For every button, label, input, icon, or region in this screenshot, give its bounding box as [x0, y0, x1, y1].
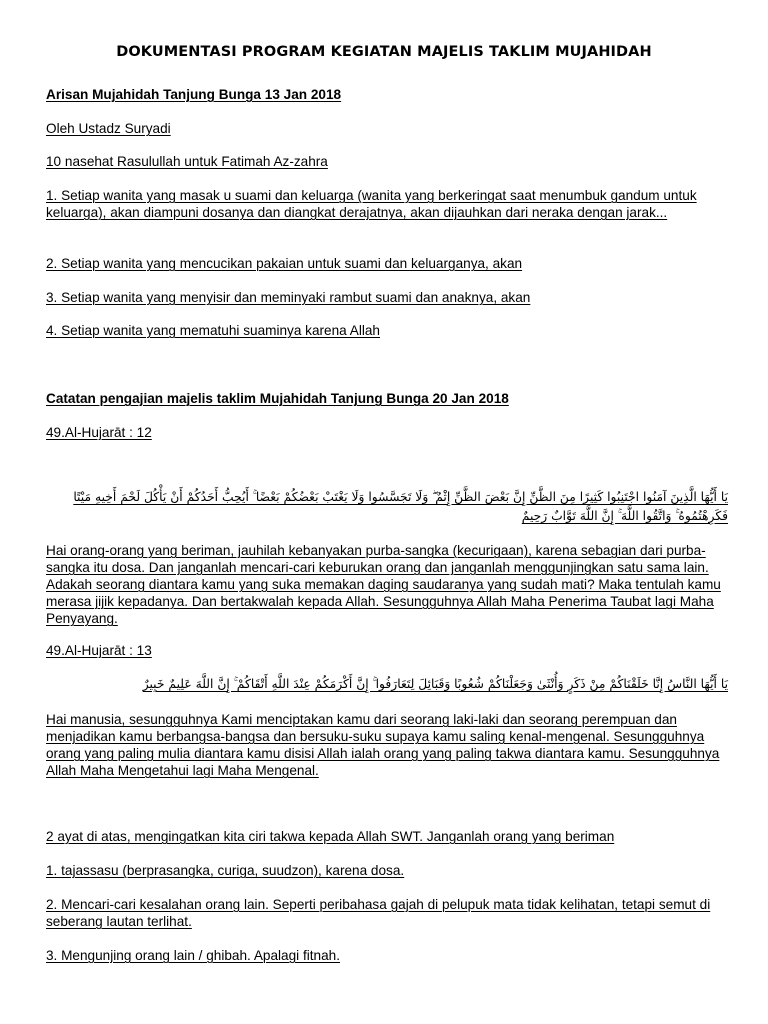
section1-heading: Arisan Mujahidah Tanjung Bunga 13 Jan 2018 — [46, 87, 342, 102]
verse13-reference: 49.Al-Hujarāt : 13 — [46, 643, 152, 658]
advice-subtitle: 10 nasehat Rasulullah untuk Fatimah Az-zahra — [46, 154, 328, 169]
verse12-reference: 49.Al-Hujarāt : 12 — [46, 425, 152, 440]
verse12-arabic: يَا أَيُّهَا الَّذِينَ آمَنُوا اجْتَنِبُوا كَثِيرًا مِنَ الظَّنِّ إِنَّ بَعْضَ الظَّنِّ إِثْمٌ ۖ وَلَا تَجَسَّسُوا وَلَا يَغْتَبْ بَعْضُكُمْ بَعْضًا ۚ أَيُحِبُّ أَحَدُكُمْ أَنْ يَأْكُلَ لَحْمَ أَخِيهِ مَيْتًا فَكَرِهْتُمُوهُ ۚ وَاتَّقُوا اللَّهَ ۚ إِنَّ اللَّهَ تَوَّابٌ رَحِيمٌ — [73, 490, 728, 523]
document-title: DOKUMENTASI PROGRAM KEGIATAN MAJELIS TAKLIM MUJAHIDAH — [116, 44, 652, 60]
list-item-1: 1. tajassasu (berprasangka, curiga, suudzon), karena dosa. — [46, 863, 405, 878]
verse13-arabic: يَا أَيُّهَا النَّاسُ إِنَّا خَلَقْنَاكُمْ مِنْ ذَكَرٍ وَأُنْثَىٰ وَجَعَلْنَاكُمْ شُعُوبًا وَقَبَائِلَ لِتَعَارَفُوا ۚ إِنَّ أَكْرَمَكُمْ عِنْدَ اللَّهِ أَتْقَاكُمْ ۚ إِنَّ اللَّهَ عَلِيمٌ خَبِيرٌ — [142, 677, 728, 691]
advice-point-3: 3. Setiap wanita yang menyisir dan meminyaki rambut suami dan anaknya, akan — [46, 290, 531, 305]
advice-point-4: 4. Setiap wanita yang mematuhi suaminya karena Allah — [46, 323, 380, 338]
section2-heading: Catatan pengajian majelis taklim Mujahidah Tanjung Bunga 20 Jan 2018 — [46, 391, 509, 406]
advice-point-1: 1. Setiap wanita yang masak u suami dan keluarga (wanita yang berkeringat saat menumbuk gandum untuk keluarga), akan diampuni dosanya dan diangkat derajatnya, akan dijauhkan dari neraka dengan jarak... — [46, 188, 697, 220]
list-item-2: 2. Mencari-cari kesalahan orang lain. Seperti peribahasa gajah di pelupuk mata tidak kelihatan, tetapi semut di seberang lautan terlihat. — [46, 897, 711, 929]
verse13-translation: Hai manusia, sesungguhnya Kami menciptakan kamu dari seorang laki-laki dan seorang perempuan dan menjadikan kamu berbangsa-bangsa dan bersuku-suku supaya kamu saling kenal-mengenal. Sesungguhnya orang yang paling mulia diantara kamu disisi Allah ialah orang yang paling takwa diantara kamu. Sesungguhnya Allah Maha Mengetahui lagi Maha Mengenal. — [46, 712, 720, 778]
advice-point-2: 2. Setiap wanita yang mencucikan pakaian untuk suami dan keluarganya, akan — [46, 256, 523, 271]
list-item-3: 3. Mengunjing orang lain / ghibah. Apalagi fitnah. — [46, 948, 340, 963]
speaker-line: Oleh Ustadz Suryadi — [46, 121, 171, 136]
verse12-translation: Hai orang-orang yang beriman, jauhilah kebanyakan purba-sangka (kecurigaan), karena sebagian dari purba-sangka itu dosa. Dan janganlah mencari-cari keburukan orang dan janganlah menggunjingkan satu sama lain. Adakah seorang diantara kamu yang suka memakan daging saudaranya yang sudah mati? Maka tentulah kamu merasa jijik kepadanya. Dan bertakwalah kepada Allah. Sesungguhnya Allah Maha Penerima Taubat lagi Maha Penyayang. — [46, 543, 721, 626]
summary-line: 2 ayat di atas, mengingatkan kita ciri takwa kepada Allah SWT. Janganlah orang yang beriman — [46, 829, 615, 844]
